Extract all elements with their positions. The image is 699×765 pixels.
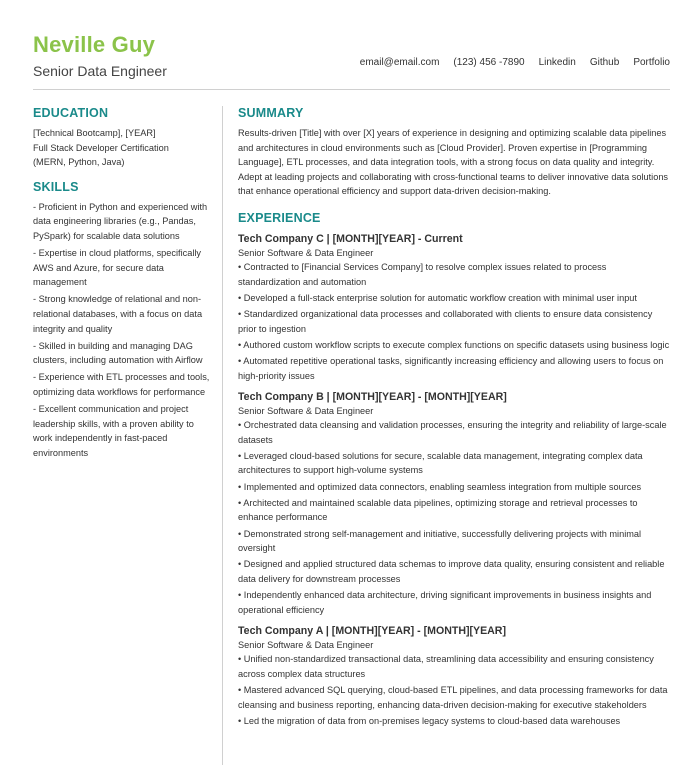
job-bullet: • Developed a full-stack enterprise solution for automatic workflow creation with minimal user input xyxy=(238,292,637,303)
phone-link[interactable]: (123) 456 -7890 xyxy=(453,57,525,68)
education-block xyxy=(33,126,213,170)
summary-text: Results-driven [Title] with over [X] years of experience in designing and optimizing scalable data pipelines and architectures in cloud environments such as [Cloud Provider]. Proven expertise in [Programming Language], ETL processes, and data integration tools, with a strong focus on data quality and integrity. Adept at leading projects and collaborating with cross-functional teams to deliver innovative data solutions that enhance operational efficiency and support data-driven decision-making. xyxy=(238,128,669,197)
candidate-name: Neville Guy xyxy=(33,32,156,57)
right-column xyxy=(238,106,670,730)
job-bullet: • Automated repetitive operational tasks, significantly increasing efficiency and allowing users to focus on high-priority issues xyxy=(238,355,664,381)
skill-item: - Excellent communication and project leadership skills, with a proven ability to work independently in fast-paced environments xyxy=(33,404,194,458)
job-role: Senior Software & Data Engineer xyxy=(238,640,374,651)
skills-list xyxy=(33,200,213,461)
job-entry xyxy=(238,232,670,383)
portfolio-link[interactable]: Portfolio xyxy=(633,57,670,68)
skill-item: - Proficient in Python and experienced with data engineering libraries (e.g., Pandas, PySpark) for scalable data solutions xyxy=(33,201,208,241)
education-line: (MERN, Python, Java) xyxy=(33,157,125,168)
summary-heading: SUMMARY xyxy=(238,106,304,120)
job-bullet: • Led the migration of data from on-premises legacy systems to cloud-based data warehouses xyxy=(238,715,621,726)
column-divider xyxy=(222,106,223,765)
skill-item: - Skilled in building and managing DAG clusters, including automation with Airflow xyxy=(33,340,203,366)
left-column xyxy=(33,106,213,463)
job-entry xyxy=(238,390,670,617)
job-header: Tech Company B | [MONTH][YEAR] - [MONTH][YEAR] xyxy=(238,391,507,404)
job-role: Senior Software & Data Engineer xyxy=(238,406,374,417)
job-bullet: • Demonstrated strong self-management and initiative, successfully delivering projects with minimal oversight xyxy=(238,528,642,554)
github-link[interactable]: Github xyxy=(589,57,620,68)
job-bullet: • Standardized organizational data processes and collaborated with clients to ensure data consistency prior to ingestion xyxy=(238,308,653,334)
candidate-title: Senior Data Engineer xyxy=(33,63,167,79)
job-header: Tech Company C | [MONTH][YEAR] - Current xyxy=(238,232,463,245)
education-line: [Technical Bootcamp], [YEAR] xyxy=(33,128,156,138)
header-divider xyxy=(33,89,670,90)
education-line: Full Stack Developer Certification xyxy=(33,142,169,153)
contact-bar xyxy=(360,57,670,68)
skill-item: - Strong knowledge of relational and non-relational databases, with a focus on data integrity and quality xyxy=(33,294,203,334)
email-link[interactable]: email@email.com xyxy=(359,57,440,68)
skills-heading: SKILLS xyxy=(33,179,79,194)
job-bullet: • Independently enhanced data architecture, driving significant improvements in business insights and operational efficiency xyxy=(238,590,652,615)
skill-item: - Expertise in cloud platforms, specifically AWS and Azure, for secure data management xyxy=(33,248,201,288)
job-bullet: • Mastered advanced SQL querying, cloud-based ETL pipelines, and data processing frameworks for data cleansing and business reporting, enhancing data-driven decision-making for executive stakeholders xyxy=(238,685,668,710)
job-bullet: • Authored custom workflow scripts to execute complex functions on specific datasets using business logic xyxy=(238,339,670,350)
job-bullet: • Orchestrated data cleansing and validation processes, ensuring the integrity and reliability of large-scale datasets xyxy=(238,420,667,445)
linkedin-link[interactable]: Linkedin xyxy=(538,57,576,68)
job-bullet: • Implemented and optimized data connectors, enabling seamless integration from multiple sources xyxy=(238,481,642,492)
job-entry xyxy=(238,624,670,728)
skill-item: - Experience with ETL processes and tools, optimizing data workflows for performance xyxy=(33,372,210,397)
experience-heading: EXPERIENCE xyxy=(238,210,321,225)
job-bullet: • Architected and maintained scalable data pipelines, optimizing storage and retrieval processes to enhance performance xyxy=(238,497,638,523)
job-bullet: • Unified non-standardized transactional data, streamlining data accessibility and ensuring consistency across complex data structures xyxy=(238,654,654,679)
education-heading: EDUCATION xyxy=(33,106,109,120)
job-bullet: • Contracted to [Financial Services Company] to resolve complex issues related to process standardization and automation xyxy=(238,261,607,287)
job-bullet: • Designed and applied structured data schemas to improve data quality, ensuring consistent and reliable data delivery for downstream processes xyxy=(238,559,665,584)
job-bullet: • Leveraged cloud-based solutions for secure, scalable data management, integrating complex data architectures to support high-volume systems xyxy=(238,450,643,476)
job-role: Senior Software & Data Engineer xyxy=(238,247,374,258)
job-header: Tech Company A | [MONTH][YEAR] - [MONTH][YEAR] xyxy=(238,625,506,638)
